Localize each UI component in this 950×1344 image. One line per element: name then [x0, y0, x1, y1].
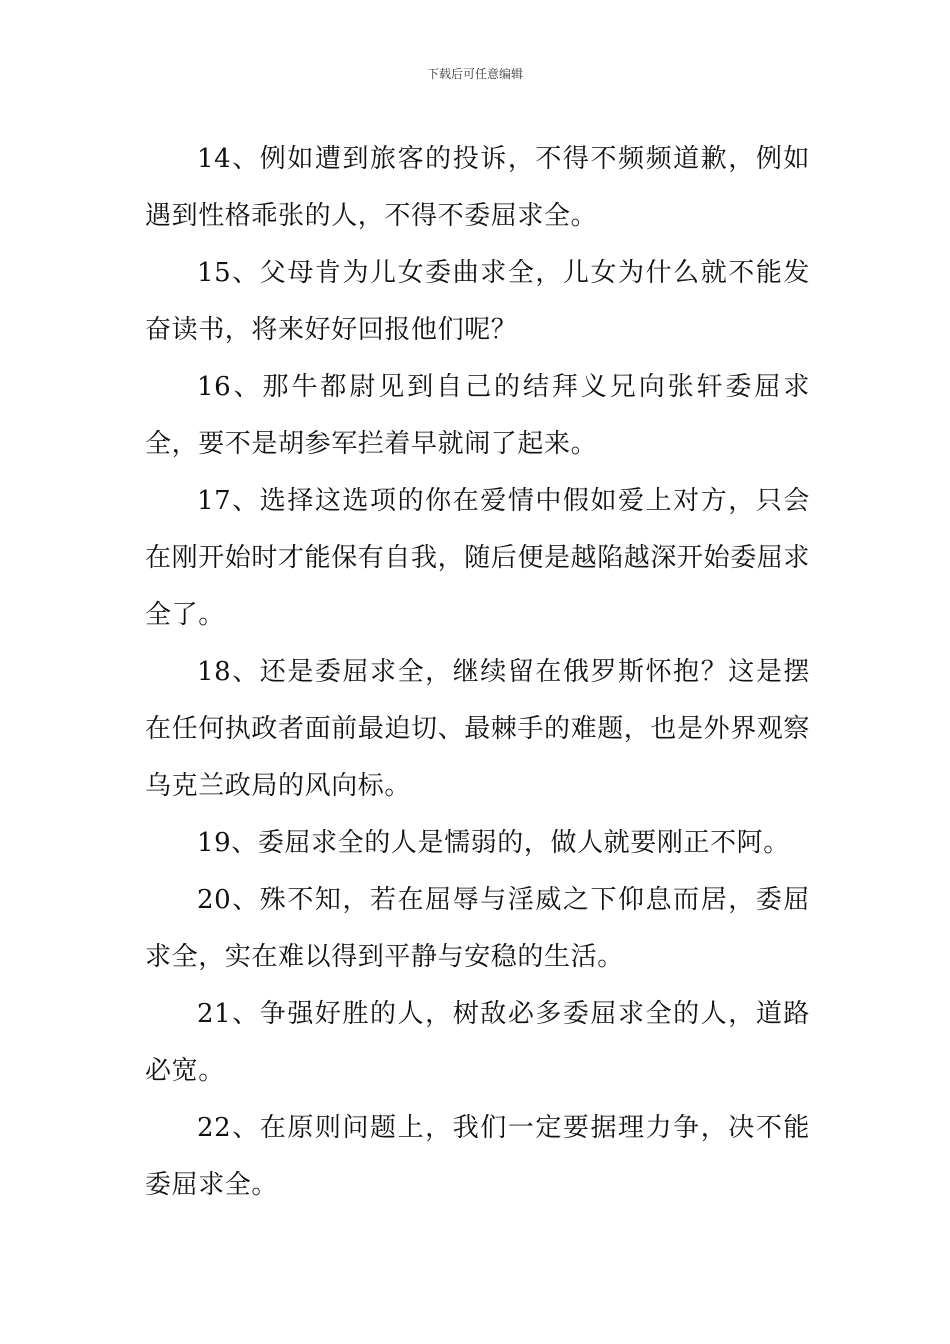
paragraph-19: 19、委屈求全的人是懦弱的，做人就要刚正不阿。 [197, 828, 790, 858]
paragraph-15: 15、父母肯为儿女委曲求全，儿女为什么就不能发奋读书，将来好好回报他们呢？ [145, 258, 810, 345]
paragraph-21: 21、争强好胜的人，树敌必多委屈求全的人，道路必宽。 [145, 999, 810, 1086]
paragraph-17: 17、选择这选项的你在爱情中假如爱上对方，只会在刚开始时才能保有自我，随后便是越陷越深开始委屈求全了。 [145, 486, 811, 630]
paragraph-22: 22、在原则问题上，我们一定要据理力争，决不能委屈求全。 [145, 1113, 810, 1200]
paragraph-18: 18、还是委屈求全，继续留在俄罗斯怀抱？这是摆在任何执政者面前最迫切、最棘手的难题，也是外界观察乌克兰政局的风向标。 [145, 657, 811, 801]
document-body [145, 131, 810, 1214]
paragraph-14: 14、例如遭到旅客的投诉，不得不频频道歉，例如遇到性格乖张的人，不得不委屈求全。 [145, 144, 810, 231]
paragraph-20: 20、殊不知，若在屈辱与淫威之下仰息而居，委屈求全，实在难以得到平静与安稳的生活。 [145, 885, 810, 972]
paragraph-16: 16、那牛都尉见到自己的结拜义兄向张轩委屈求全，要不是胡参军拦着早就闹了起来。 [145, 372, 810, 459]
page-header: 下载后可任意编辑 [426, 67, 523, 81]
